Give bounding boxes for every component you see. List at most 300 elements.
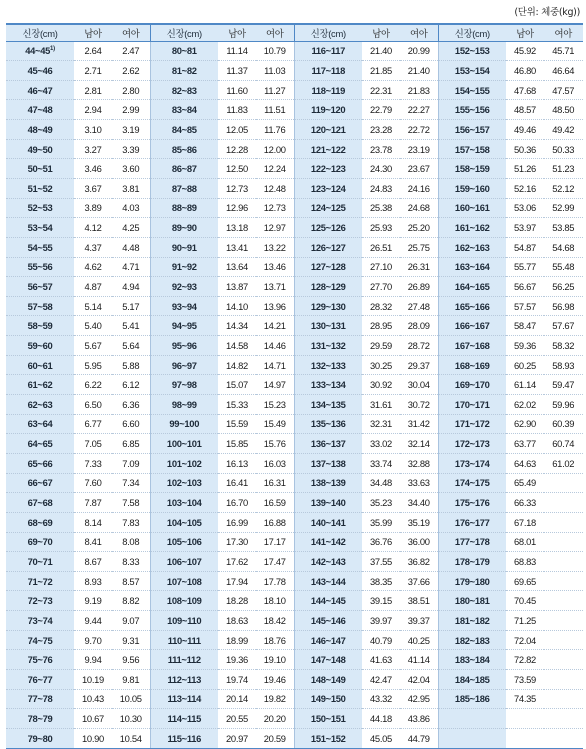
height-range-cell-text: 184~185 xyxy=(454,673,490,685)
height-range-cell xyxy=(438,689,506,709)
height-range-cell-text: 125~126 xyxy=(310,222,346,234)
girl-weight-cell-text: 31.42 xyxy=(407,418,430,430)
boy-weight-cell-text: 58.47 xyxy=(514,320,536,332)
height-range-cell-text: 161~162 xyxy=(454,222,490,234)
unit-label: (단위: 체중(kg)) xyxy=(514,7,580,18)
height-range-cell-text: 61~62 xyxy=(27,379,53,391)
boy-weight-cell xyxy=(506,670,544,690)
girl-weight-cell xyxy=(112,355,150,375)
boy-weight-cell-text: 29.59 xyxy=(370,339,392,351)
boy-weight-cell-text: 10.43 xyxy=(82,693,104,705)
girl-weight-cell-text: 14.21 xyxy=(263,320,286,332)
table-row xyxy=(6,61,583,81)
height-range-cell-text: 103~104 xyxy=(166,497,202,509)
boy-weight-cell-text: 37.55 xyxy=(370,555,392,567)
height-range-cell-text: 44~45 xyxy=(25,45,51,57)
height-range-cell xyxy=(438,630,506,650)
girl-weight-cell xyxy=(400,80,438,100)
height-range-cell-text: 72~73 xyxy=(27,595,53,607)
boy-weight-cell-text: 19.36 xyxy=(226,654,248,666)
girl-weight-cell xyxy=(112,689,150,709)
girl-weight-cell xyxy=(256,552,294,572)
girl-weight-cell-text: 58.93 xyxy=(552,359,575,371)
girl-weight-cell xyxy=(544,670,583,690)
height-range-cell-text: 106~107 xyxy=(166,555,202,567)
girl-weight-cell-text: 34.40 xyxy=(407,497,430,509)
height-range-cell-text: 178~179 xyxy=(454,555,490,567)
boy-weight-cell xyxy=(362,571,400,591)
height-range-cell-text: 123~124 xyxy=(310,182,346,194)
height-range-cell xyxy=(294,237,362,257)
boy-weight-cell xyxy=(506,178,544,198)
height-range-cell xyxy=(6,159,74,179)
height-range-cell xyxy=(438,591,506,611)
height-range-cell-text: 98~99 xyxy=(171,398,197,410)
girl-weight-cell xyxy=(544,355,583,375)
boy-weight-cell xyxy=(362,336,400,356)
boy-weight-cell-text: 70.45 xyxy=(514,595,536,607)
girl-weight-cell-text: 12.24 xyxy=(263,163,286,175)
table-row xyxy=(6,159,583,179)
table-row xyxy=(6,689,583,709)
boy-weight-cell xyxy=(218,532,256,552)
boy-weight-cell xyxy=(74,728,112,748)
height-range-cell xyxy=(294,709,362,729)
boy-weight-cell xyxy=(362,709,400,729)
girl-weight-cell xyxy=(112,728,150,748)
boy-weight-cell-text: 17.30 xyxy=(226,536,248,548)
height-range-cell xyxy=(150,218,218,238)
girl-weight-cell xyxy=(112,80,150,100)
height-range-cell-text: 70~71 xyxy=(27,555,53,567)
girl-weight-cell xyxy=(544,178,583,198)
boy-weight-cell-text: 8.41 xyxy=(84,536,102,548)
boy-weight-cell-text: 67.18 xyxy=(514,516,536,528)
height-range-cell xyxy=(438,296,506,316)
girl-weight-cell xyxy=(112,159,150,179)
height-range-cell xyxy=(150,532,218,552)
height-range-cell-text: 88~89 xyxy=(171,202,197,214)
girl-weight-cell-text: 41.14 xyxy=(407,654,430,666)
boy-weight-cell xyxy=(506,689,544,709)
table-row xyxy=(6,237,583,257)
boy-weight-cell xyxy=(506,414,544,434)
girl-weight-cell xyxy=(112,61,150,81)
height-range-cell xyxy=(438,709,506,729)
boy-weight-cell-text: 53.97 xyxy=(514,222,536,234)
girl-weight-cell xyxy=(112,316,150,336)
boy-weight-cell-text: 27.70 xyxy=(370,281,392,292)
table-row xyxy=(6,493,583,513)
height-range-cell-text: 73~74 xyxy=(27,614,53,626)
boy-weight-cell-text: 13.87 xyxy=(226,281,248,292)
height-range-cell-text: 83~84 xyxy=(171,104,197,116)
boy-weight-cell-text: 5.95 xyxy=(84,359,102,371)
girl-weight-cell-text: 23.19 xyxy=(407,143,430,155)
height-range-cell xyxy=(6,395,74,415)
height-range-cell xyxy=(294,532,362,552)
height-range-cell xyxy=(438,198,506,218)
boy-weight-cell-text: 13.41 xyxy=(226,241,248,253)
girl-weight-cell-text: 7.09 xyxy=(122,457,140,469)
boy-weight-cell xyxy=(74,689,112,709)
boy-weight-cell xyxy=(218,552,256,572)
height-range-cell-text: 149~150 xyxy=(310,693,346,705)
height-range-cell-text: 78~79 xyxy=(27,713,53,725)
boy-weight-cell xyxy=(362,218,400,238)
boy-weight-cell xyxy=(218,198,256,218)
boy-weight-cell-text: 44.18 xyxy=(370,713,392,725)
girl-weight-cell-text: 58.32 xyxy=(552,339,575,351)
height-range-cell-text: 107~108 xyxy=(166,575,202,587)
boy-weight-cell xyxy=(74,257,112,277)
height-range-cell-text: 124~125 xyxy=(310,202,346,214)
girl-weight-cell xyxy=(400,670,438,690)
girl-weight-cell xyxy=(544,571,583,591)
girl-weight-cell xyxy=(256,237,294,257)
boy-weight-cell xyxy=(362,277,400,297)
height-range-cell-text: 151~152 xyxy=(310,732,346,744)
height-range-cell-text: 96~97 xyxy=(171,359,197,371)
boy-weight-cell-text: 10.90 xyxy=(82,732,104,744)
boy-weight-cell-text: 20.55 xyxy=(226,713,248,725)
height-range-cell-text: 79~80 xyxy=(27,732,53,744)
girl-weight-cell-text: 12.73 xyxy=(263,202,286,214)
girl-weight-cell xyxy=(544,728,583,748)
boy-weight-cell xyxy=(362,355,400,375)
height-range-cell-text: 152~153 xyxy=(454,45,490,57)
height-range-cell-text: 71~72 xyxy=(27,575,53,587)
boy-weight-cell-text: 17.62 xyxy=(226,555,248,567)
girl-weight-cell-text: 20.20 xyxy=(263,713,286,725)
girl-weight-cell-text: 45.71 xyxy=(552,45,575,57)
girl-weight-cell xyxy=(544,493,583,513)
boy-weight-cell-text: 52.16 xyxy=(514,182,536,194)
girl-weight-cell-text: 4.25 xyxy=(122,222,140,234)
girl-weight-cell xyxy=(256,630,294,650)
boy-weight-cell xyxy=(74,375,112,395)
girl-weight-cell xyxy=(256,611,294,631)
girl-weight-cell-text: 23.67 xyxy=(407,163,430,175)
boy-weight-cell xyxy=(506,218,544,238)
boy-weight-cell xyxy=(218,395,256,415)
boy-weight-cell-text: 15.85 xyxy=(226,438,248,450)
boy-weight-cell-text: 4.12 xyxy=(84,222,102,234)
boy-weight-cell xyxy=(218,178,256,198)
boy-weight-cell-text: 16.70 xyxy=(226,497,248,509)
height-range-cell xyxy=(294,552,362,572)
girl-weight-cell xyxy=(112,670,150,690)
girl-weight-cell xyxy=(256,41,294,61)
boy-weight-cell-text: 3.89 xyxy=(84,202,102,214)
height-range-cell-text: 65~66 xyxy=(27,457,53,469)
height-range-cell xyxy=(438,316,506,336)
boy-weight-cell-text: 32.31 xyxy=(370,418,392,430)
girl-weight-cell-text: 17.78 xyxy=(263,575,286,587)
boy-weight-cell-text: 33.74 xyxy=(370,457,392,469)
boy-weight-cell xyxy=(506,100,544,120)
height-range-cell xyxy=(294,355,362,375)
girl-weight-cell xyxy=(256,277,294,297)
boy-weight-cell xyxy=(218,434,256,454)
height-range-cell-text: 57~58 xyxy=(27,300,53,312)
boy-weight-cell-text: 14.34 xyxy=(226,320,248,332)
girl-weight-cell-text: 54.68 xyxy=(552,241,575,253)
boy-weight-cell-text: 68.83 xyxy=(514,555,536,567)
boy-weight-cell-text: 11.60 xyxy=(226,84,248,96)
boy-weight-cell xyxy=(74,650,112,670)
height-range-cell-text: 185~186 xyxy=(454,693,490,705)
height-range-cell-text: 81~82 xyxy=(171,64,197,76)
boy-weight-cell-text: 21.40 xyxy=(370,45,392,57)
boy-weight-cell xyxy=(506,552,544,572)
boy-weight-cell-text: 18.28 xyxy=(226,595,248,607)
table-row xyxy=(6,434,583,454)
height-range-cell xyxy=(294,139,362,159)
girl-weight-cell xyxy=(544,61,583,81)
height-range-cell xyxy=(150,453,218,473)
girl-weight-cell-text: 57.67 xyxy=(552,320,575,332)
height-range-cell xyxy=(6,80,74,100)
girl-weight-cell xyxy=(256,473,294,493)
height-range-cell xyxy=(438,61,506,81)
height-range-cell xyxy=(6,670,74,690)
boy-weight-cell xyxy=(218,277,256,297)
boy-weight-cell-text: 9.94 xyxy=(84,654,102,666)
height-range-cell-text: 111~112 xyxy=(167,654,201,666)
boy-weight-cell xyxy=(506,728,544,748)
girl-weight-cell xyxy=(400,512,438,532)
height-range-cell-text: 156~157 xyxy=(454,123,490,135)
boy-weight-cell-text: 13.64 xyxy=(226,261,248,273)
height-range-cell xyxy=(6,218,74,238)
girl-weight-cell xyxy=(256,689,294,709)
boy-weight-cell xyxy=(218,139,256,159)
height-range-cell-text: 69~70 xyxy=(27,536,53,548)
header-row xyxy=(6,24,583,41)
girl-weight-cell xyxy=(544,296,583,316)
height-range-cell xyxy=(150,512,218,532)
height-range-cell-text: 105~106 xyxy=(166,536,202,548)
boy-weight-cell-text: 49.46 xyxy=(514,123,536,135)
height-range-cell xyxy=(150,355,218,375)
height-range-cell-text: 68~69 xyxy=(27,516,53,528)
girl-weight-cell-text: 10.30 xyxy=(119,713,142,725)
girl-weight-cell-text: 10.05 xyxy=(119,693,142,705)
boy-weight-cell-text: 8.67 xyxy=(84,555,102,567)
girl-weight-cell-text: 4.03 xyxy=(122,202,140,214)
girl-weight-cell xyxy=(400,434,438,454)
height-range-cell xyxy=(6,434,74,454)
boy-weight-cell xyxy=(218,336,256,356)
height-range-cell-text: 155~156 xyxy=(454,104,490,116)
height-range-cell-text: 171~172 xyxy=(454,418,490,430)
height-range-cell xyxy=(150,80,218,100)
girl-weight-cell xyxy=(112,218,150,238)
girl-weight-cell-text: 37.66 xyxy=(407,575,430,587)
height-range-cell-text: 182~183 xyxy=(454,634,490,646)
girl-weight-cell-text: 24.16 xyxy=(407,182,430,194)
girl-weight-cell xyxy=(112,453,150,473)
girl-weight-cell xyxy=(544,198,583,218)
height-range-cell-text: 179~180 xyxy=(454,575,490,587)
boy-weight-cell xyxy=(218,689,256,709)
girl-weight-cell xyxy=(544,257,583,277)
girl-weight-cell-text: 42.04 xyxy=(407,673,430,685)
height-range-cell xyxy=(150,709,218,729)
girl-weight-cell-text: 28.72 xyxy=(407,339,430,351)
height-range-cell-text: 53~54 xyxy=(27,222,53,234)
height-range-cell xyxy=(294,336,362,356)
height-range-cell-text: 91~92 xyxy=(171,261,197,273)
boy-weight-cell-text: 11.37 xyxy=(226,64,248,76)
girl-weight-cell-text: 9.31 xyxy=(122,634,140,646)
boy-weight-cell xyxy=(506,571,544,591)
boy-weight-cell-text: 4.37 xyxy=(84,241,102,253)
boy-weight-cell-text: 54.87 xyxy=(514,241,536,253)
boy-weight-cell-text: 41.63 xyxy=(370,654,392,666)
boy-weight-cell xyxy=(74,178,112,198)
boy-weight-cell-text: 20.97 xyxy=(226,732,248,744)
boy-weight-cell xyxy=(74,552,112,572)
girl-weight-cell-text: 43.86 xyxy=(407,713,430,725)
boy-weight-cell-text: 28.95 xyxy=(370,320,392,332)
height-range-cell-text: 127~128 xyxy=(310,261,346,273)
boy-weight-cell xyxy=(218,709,256,729)
boy-weight-cell xyxy=(362,61,400,81)
girl-weight-cell xyxy=(544,100,583,120)
height-range-cell xyxy=(150,552,218,572)
boy-weight-cell-text: 48.57 xyxy=(514,104,536,116)
girl-weight-cell-text: 16.59 xyxy=(263,497,286,509)
girl-weight-cell xyxy=(112,257,150,277)
girl-weight-cell xyxy=(256,591,294,611)
girl-weight-cell-text: 9.56 xyxy=(122,654,140,666)
height-range-cell xyxy=(6,728,74,748)
girl-weight-cell-text: 14.97 xyxy=(263,379,286,391)
girl-weight-cell xyxy=(112,434,150,454)
boy-weight-cell xyxy=(74,316,112,336)
girl-weight-cell-text: 19.10 xyxy=(263,654,286,666)
height-range-cell-text: 86~87 xyxy=(171,163,197,175)
height-range-cell xyxy=(294,434,362,454)
height-range-cell-text: 128~129 xyxy=(310,281,346,292)
height-range-cell xyxy=(294,630,362,650)
height-range-cell-text: 167~168 xyxy=(454,339,490,351)
height-range-cell xyxy=(294,257,362,277)
height-range-cell xyxy=(150,61,218,81)
height-range-cell-text: 112~113 xyxy=(167,673,202,685)
girl-weight-cell xyxy=(400,630,438,650)
height-range-cell-text: 76~77 xyxy=(27,673,53,685)
girl-header: 여아 xyxy=(400,24,438,41)
height-range-cell-text: 59~60 xyxy=(27,339,53,351)
height-range-cell xyxy=(294,650,362,670)
table-row xyxy=(6,100,583,120)
boy-weight-cell xyxy=(218,159,256,179)
girl-weight-cell-text: 18.42 xyxy=(263,614,286,626)
girl-weight-cell-text: 30.04 xyxy=(407,379,430,391)
height-range-cell-text: 163~164 xyxy=(454,261,490,273)
height-range-cell-text: 55~56 xyxy=(27,261,53,273)
girl-weight-cell xyxy=(400,473,438,493)
height-range-cell xyxy=(6,709,74,729)
girl-weight-cell xyxy=(544,552,583,572)
table-row xyxy=(6,728,583,748)
girl-weight-cell-text: 39.37 xyxy=(407,614,430,626)
height-range-cell-text: 66~67 xyxy=(27,477,53,489)
height-range-cell-text: 159~160 xyxy=(454,182,490,194)
table-row xyxy=(6,336,583,356)
height-range-cell xyxy=(438,277,506,297)
table-row xyxy=(6,355,583,375)
girl-weight-cell-text: 2.99 xyxy=(122,104,140,116)
boy-weight-cell-text: 22.79 xyxy=(370,104,392,116)
height-range-cell xyxy=(6,139,74,159)
boy-weight-cell xyxy=(218,670,256,690)
girl-weight-cell-text: 27.48 xyxy=(407,300,430,312)
table-row xyxy=(6,512,583,532)
girl-weight-cell-text: 56.98 xyxy=(552,300,575,312)
girl-weight-cell xyxy=(400,689,438,709)
height-range-cell-text: 63~64 xyxy=(27,418,53,430)
boy-weight-cell-text: 3.67 xyxy=(84,182,102,194)
girl-weight-cell-text: 14.46 xyxy=(263,339,286,351)
girl-weight-cell-text: 2.80 xyxy=(122,84,140,96)
height-range-cell xyxy=(150,316,218,336)
girl-weight-cell-text: 7.34 xyxy=(122,477,140,489)
boy-weight-cell xyxy=(506,650,544,670)
girl-weight-cell xyxy=(256,355,294,375)
boy-weight-cell-text: 22.31 xyxy=(370,84,392,96)
boy-weight-cell xyxy=(506,473,544,493)
height-range-cell-text: 46~47 xyxy=(27,84,53,96)
girl-weight-cell-text: 20.99 xyxy=(407,45,430,57)
girl-weight-cell-text: 50.33 xyxy=(552,143,575,155)
height-range-cell xyxy=(438,453,506,473)
height-range-cell-text: 51~52 xyxy=(27,182,53,194)
girl-weight-cell xyxy=(112,237,150,257)
boy-weight-cell-text: 7.33 xyxy=(84,457,102,469)
girl-weight-cell-text: 17.17 xyxy=(263,536,286,548)
height-header: 신장(cm) xyxy=(6,24,74,41)
boy-weight-cell-text: 31.61 xyxy=(370,398,392,410)
boy-weight-cell xyxy=(74,80,112,100)
height-range-cell xyxy=(438,218,506,238)
boy-weight-cell xyxy=(218,296,256,316)
boy-weight-cell xyxy=(506,61,544,81)
girl-weight-cell-text: 3.60 xyxy=(122,163,140,175)
boy-weight-cell-text: 35.23 xyxy=(370,497,392,509)
girl-weight-cell xyxy=(544,316,583,336)
boy-weight-cell xyxy=(362,434,400,454)
girl-weight-cell xyxy=(544,591,583,611)
table-row xyxy=(6,395,583,415)
table-row xyxy=(6,473,583,493)
height-range-cell xyxy=(6,41,74,61)
girl-weight-cell xyxy=(112,650,150,670)
height-range-cell xyxy=(438,80,506,100)
boy-weight-cell-text: 63.77 xyxy=(514,438,536,450)
height-range-cell xyxy=(6,257,74,277)
height-range-cell-text: 114~115 xyxy=(167,713,202,725)
height-range-cell xyxy=(6,532,74,552)
height-range-cell-text: 108~109 xyxy=(166,595,202,607)
girl-weight-cell xyxy=(112,198,150,218)
boy-weight-cell xyxy=(362,375,400,395)
boy-weight-cell xyxy=(506,512,544,532)
boy-weight-cell-text: 40.79 xyxy=(370,634,392,646)
